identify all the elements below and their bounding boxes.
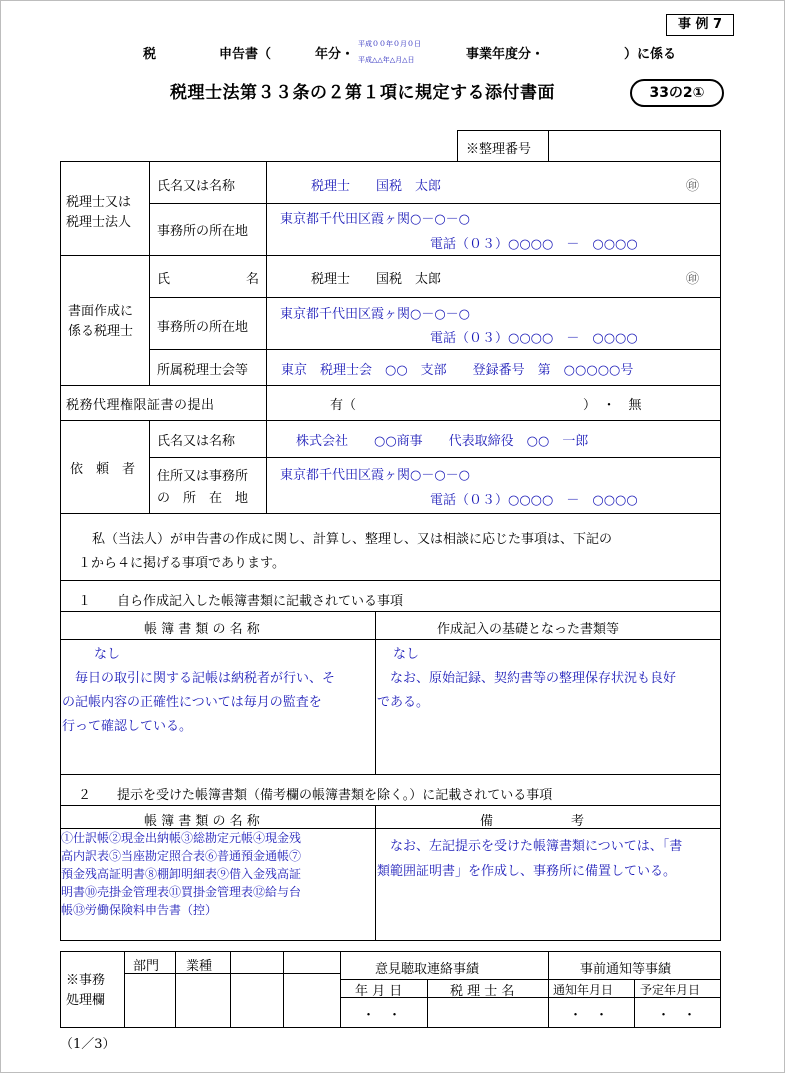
client-office-address[interactable]: 東京都千代田区霞ヶ関○－○－○ — [280, 468, 471, 483]
header-nenbun: 年分・ — [315, 47, 355, 62]
header-era-bottom: 平成△△年△月△日 — [358, 56, 415, 64]
client-office-label-1: 住所又は事務所 — [157, 469, 249, 484]
shomen-section-label — [68, 302, 133, 342]
header-jigyo: 事業年度分・ — [466, 47, 545, 62]
zeirishi-office-phone[interactable]: 電話（０３）○○○○ － ○○○○ — [430, 237, 638, 252]
office-use-label — [66, 971, 105, 1011]
shomen-association-label: 所属税理士会等 — [157, 363, 249, 378]
section1-heading: １ 自ら作成記入した帳簿書類に記載されている事項 — [78, 594, 404, 609]
section2-left-line: ①仕訳帳②現金出納帳③総勘定元帳④現金残 — [61, 831, 302, 845]
section1-left-line: 毎日の取引に関する記帳は納税者が行い、そ — [62, 671, 336, 686]
proxy-label: 税務代理権限証書の提出 — [66, 398, 215, 413]
jizen-title: 事前通知等事績 — [580, 962, 672, 977]
page-title: 税理士法第３３条の２第１項に規定する添付書面 — [170, 83, 555, 103]
tsuchi-dots: ・ ・ — [569, 1008, 609, 1023]
iken-dots: ・ ・ — [362, 1008, 402, 1023]
zeirishi-name-value[interactable]: 税理士 国税 太郎 — [311, 179, 442, 194]
iken-title: 意見聴取連絡事績 — [375, 962, 480, 977]
shomen-name-label-2: 名 — [246, 272, 260, 287]
client-section-label: 依 頼 者 — [70, 462, 136, 477]
statement-line-2: １から４に掲げる事項であります。 — [78, 556, 285, 571]
section2-heading: ２ 提示を受けた帳簿書類（備考欄の帳簿書類を除く。）に記載されている事項 — [78, 788, 553, 803]
nengappi-label: 年 月 日 — [355, 984, 403, 999]
example-label: 事 例 7 — [677, 17, 723, 32]
shomen-office-label: 事務所の所在地 — [157, 320, 249, 335]
statement-line-1: 私（当法人）が申告書の作成に関し、計算し、整理し、又は相談に応じた事項は、下記の — [92, 532, 613, 547]
section1-left-line: の記帳内容の正確性については毎月の監査を — [62, 695, 322, 710]
client-name-value[interactable]: 株式会社 ○○商事 代表取締役 ○○ 一郎 — [296, 434, 589, 449]
shomen-section-label-1: 書面作成に — [68, 304, 134, 319]
zeirishi-section-label-2: 税理士法人 — [66, 215, 132, 230]
section2-right-text[interactable] — [377, 834, 682, 884]
section2-right-line: 類範囲証明書」を作成し、事務所に備置している。 — [377, 864, 677, 879]
section1-col-right: 作成記入の基礎となった書類等 — [437, 622, 620, 637]
section1-col-left: 帳 簿 書 類 の 名 称 — [144, 622, 260, 637]
header-shinkokusho: 申告書（ — [219, 47, 272, 62]
shomen-office-address[interactable]: 東京都千代田区霞ヶ関○－○－○ — [280, 307, 471, 322]
header-zei: 税 — [143, 47, 157, 62]
office-use-label-2: 処理欄 — [66, 993, 106, 1008]
section2-left-line: 高内訳表⑤当座勘定照合表⑥普通預金通帳⑦ — [61, 849, 302, 863]
client-office-label-2: の 所 在 地 — [157, 491, 249, 506]
shomen-office-phone[interactable]: 電話（０３）○○○○ － ○○○○ — [430, 331, 638, 346]
section1-right-text[interactable] — [377, 643, 676, 715]
shomen-seal: ㊞ — [686, 272, 700, 287]
shomen-section-label-2: 係る税理士 — [68, 324, 134, 339]
section1-left-text[interactable] — [62, 643, 335, 739]
zeirishi-name-label: 氏名又は名称 — [157, 179, 236, 194]
zeirishi-section-label-1: 税理士又は — [66, 195, 132, 210]
section1-left-line: 行って確認している。 — [62, 719, 193, 734]
zeirishi-section-label — [66, 193, 131, 233]
seiri-label: ※整理番号 — [466, 142, 532, 157]
section2-left-line: 帳⑬労働保険料申告書（控） — [61, 903, 218, 917]
page-number: （1／3） — [60, 1037, 116, 1052]
client-office-phone[interactable]: 電話（０３）○○○○ － ○○○○ — [430, 493, 638, 508]
shomen-name-label-1: 氏 — [157, 272, 171, 287]
section1-right-line: なお、原始記録、契約書等の整理保存状況も良好 — [377, 671, 677, 686]
section2-left-line: 預金残高証明書⑧棚卸明細表⑨借入金残高証 — [61, 867, 302, 881]
section1-right-line: である。 — [377, 695, 430, 710]
example-badge — [666, 14, 734, 36]
shomen-association-value[interactable]: 東京 税理士会 ○○ 支部 登録番号 第 ○○○○○号 — [281, 363, 634, 378]
office-use-label-1: ※事務 — [66, 973, 106, 988]
section2-left-line: 明書⑩売掛金管理表⑪買掛金管理表⑫給与台 — [61, 885, 302, 899]
seiri-value-field[interactable] — [550, 132, 718, 160]
yotei-dots: ・ ・ — [657, 1008, 697, 1023]
yotei-label: 予定年月日 — [640, 983, 701, 997]
zeirishi-office-label: 事務所の所在地 — [157, 224, 249, 239]
zeirishi-office-address[interactable]: 東京都千代田区霞ヶ関○－○－○ — [280, 212, 471, 227]
shomen-name-value[interactable]: 税理士 国税 太郎 — [311, 272, 442, 287]
proxy-option-close[interactable]: ） ・ 無 — [583, 398, 642, 413]
zeirishi-name-label: 税 理 士 名 — [450, 984, 515, 999]
gyoshu-label: 業種 — [186, 959, 213, 974]
bumon-label: 部門 — [133, 959, 160, 974]
form-code: 33の2① — [649, 85, 705, 101]
proxy-option-yes[interactable]: 有（ — [330, 398, 357, 413]
section2-col-left: 帳 簿 書 類 の 名 称 — [144, 814, 260, 829]
header-era-top: 平成００年０月０日 — [358, 40, 421, 48]
section1-left-line: なし — [94, 647, 121, 662]
section1-right-line: なし — [393, 647, 420, 662]
section2-col-right: 備 考 — [480, 814, 585, 829]
section2-left-text[interactable] — [61, 829, 301, 919]
client-name-label: 氏名又は名称 — [157, 434, 236, 449]
section2-right-line: なお、左記提示を受けた帳簿書類については、「書 — [377, 839, 683, 854]
form-code-badge — [630, 79, 724, 107]
tsuchi-label: 通知年月日 — [553, 983, 614, 997]
header-kakaru: ）に係る — [624, 47, 677, 62]
zeirishi-seal: ㊞ — [686, 179, 700, 194]
